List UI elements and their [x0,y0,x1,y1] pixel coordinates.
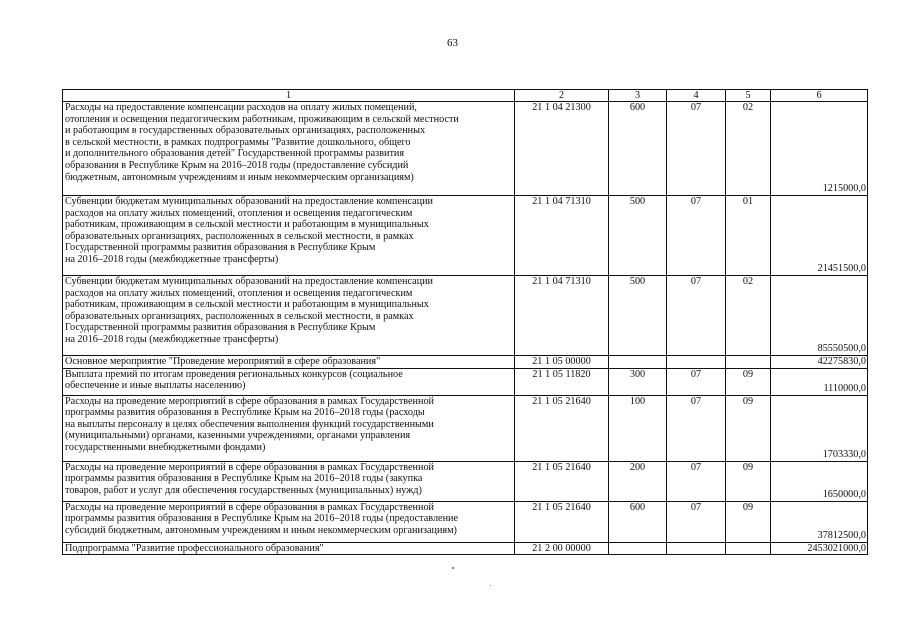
column-header-5: 5 [726,90,771,102]
row-target-code: 21 2 00 00000 [515,542,609,555]
row-expense-type: 300 [609,368,667,395]
row-expense-type: 500 [609,276,667,356]
row-description: Расходы на предоставление компенсации расходов на оплату жилых помещений, отопления и освещения педагогическим работникам, проживающим в сельской местности и работающим в государственных образовательных организациях, расположенных в сельской местности, в рамках подпрограммы "Развитие дошкольного, общего и дополнительного образования детей" Государственной программы развития образования в Республике Крым на 2016–2018 годы (предоставление субсидий бюджетным, автономным учреждениям и иным некоммерческим организациям) [63,102,515,196]
row-target-code: 21 1 05 21640 [515,461,609,501]
table-row [63,102,868,196]
column-header-3: 3 [609,90,667,102]
row-target-code: 21 1 04 71310 [515,196,609,276]
row-expense-type: 600 [609,102,667,196]
row-section: 07 [667,395,726,461]
column-header-2: 2 [515,90,609,102]
row-section: 07 [667,276,726,356]
row-amount: 1215000,0 [771,102,868,196]
row-subsection [726,356,771,369]
row-expense-type [609,356,667,369]
row-expense-type: 200 [609,461,667,501]
row-description: Выплата премий по итогам проведения региональных конкурсов (социальное обеспечение и иные выплаты населению) [63,368,515,395]
table-row [63,276,868,356]
table-row [63,542,868,555]
table-row [63,461,868,501]
row-target-code: 21 1 04 21300 [515,102,609,196]
row-amount: 1703330,0 [771,395,868,461]
row-target-code: 21 1 04 71310 [515,276,609,356]
row-section: 07 [667,501,726,542]
row-section: 07 [667,368,726,395]
row-section [667,356,726,369]
row-description: Расходы на проведение мероприятий в сфере образования в рамках Государственной программы развития образования в Республике Крым на 2016–2018 годы (предоставление субсидий бюджетным, автономным учреждениям и иным некоммерческим организациям) [63,501,515,542]
column-header-1: 1 [63,90,515,102]
row-section: 07 [667,196,726,276]
row-description: Расходы на проведение мероприятий в сфере образования в рамках Государственной программы развития образования в Республике Крым на 2016–2018 годы (расходы на выплаты персоналу в целях обеспечения выполнения функций государственными (муниципальными) органами, казенными учреждениями, органами управления государственными внебюджетными фондами) [63,395,515,461]
table-header-row [63,90,868,102]
column-header-4: 4 [667,90,726,102]
row-expense-type [609,542,667,555]
row-subsection: 02 [726,276,771,356]
row-amount: 37812500,0 [771,501,868,542]
row-subsection: 09 [726,395,771,461]
row-subsection: 01 [726,196,771,276]
row-amount: 85550500,0 [771,276,868,356]
row-subsection: 02 [726,102,771,196]
row-description: Расходы на проведение мероприятий в сфере образования в рамках Государственной программы развития образования в Республике Крым на 2016–2018 годы (закупка товаров, работ и услуг для обеспечения государственных (муниципальных) нужд) [63,461,515,501]
row-description: Подпрограмма "Развитие профессионального образования" [63,542,515,555]
scan-speck [490,585,491,586]
row-target-code: 21 1 05 21640 [515,501,609,542]
scan-speck [452,567,454,569]
row-description: Субвенции бюджетам муниципальных образований на предоставление компенсации расходов на оплату жилых помещений, отопления и освещения педагогическим работникам, проживающим в сельской местности и работающим в муниципальных образовательных организациях, расположенных в сельской местности, в рамках Государственной программы развития образования в Республике Крым на 2016–2018 годы (межбюджетные трансферты) [63,276,515,356]
page-number: 63 [447,37,458,49]
row-target-code: 21 1 05 21640 [515,395,609,461]
budget-table [62,89,868,555]
row-amount: 1650000,0 [771,461,868,501]
row-target-code: 21 1 05 00000 [515,356,609,369]
table-row [63,356,868,369]
table-row [63,196,868,276]
row-subsection [726,542,771,555]
row-amount: 1110000,0 [771,368,868,395]
row-amount: 2453021000,0 [771,542,868,555]
row-expense-type: 600 [609,501,667,542]
row-expense-type: 500 [609,196,667,276]
row-subsection: 09 [726,461,771,501]
column-header-6: 6 [771,90,868,102]
row-subsection: 09 [726,368,771,395]
row-amount: 21451500,0 [771,196,868,276]
row-section: 07 [667,461,726,501]
row-section: 07 [667,102,726,196]
row-description: Субвенции бюджетам муниципальных образований на предоставление компенсации расходов на оплату жилых помещений, отопления и освещения педагогическим работникам, проживающим в сельской местности и работающим в муниципальных образовательных организациях, расположенных в сельской местности, в рамках Государственной программы развития образования в Республике Крым на 2016–2018 годы (межбюджетные трансферты) [63,196,515,276]
row-amount: 42275830,0 [771,356,868,369]
row-section [667,542,726,555]
table-row [63,368,868,395]
row-target-code: 21 1 05 11820 [515,368,609,395]
row-subsection: 09 [726,501,771,542]
row-expense-type: 100 [609,395,667,461]
table-row [63,501,868,542]
table-row [63,395,868,461]
row-description: Основное мероприятие "Проведение мероприятий в сфере образования" [63,356,515,369]
